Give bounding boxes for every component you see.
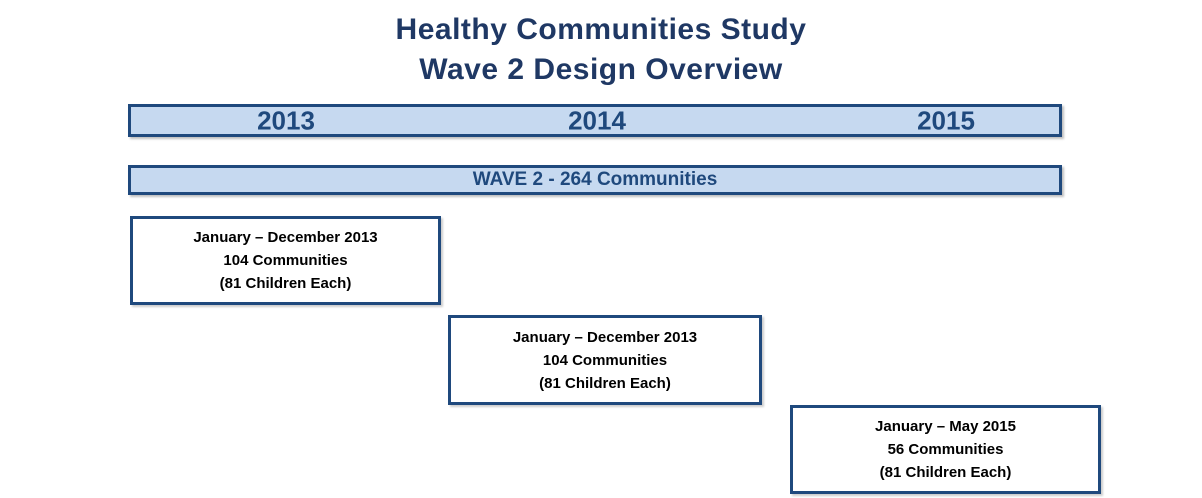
children-label: (81 Children Each) — [219, 275, 352, 292]
study-period-box-2014 — [448, 315, 762, 405]
communities-label: 56 Communities — [887, 441, 1004, 458]
study-period-box-2015 — [790, 405, 1101, 494]
page-title-line2: Wave 2 Design Overview — [419, 53, 783, 86]
year-label-2014: 2014 — [568, 105, 626, 135]
children-label: (81 Children Each) — [539, 374, 671, 392]
wave2-summary-label: WAVE 2 - 264 Communities — [472, 169, 718, 190]
page-title-line1: Healthy Communities Study — [395, 13, 807, 46]
period-label: January – May 2015 — [875, 418, 1016, 435]
wave2-summary-bar — [128, 165, 1062, 195]
children-label: (81 Children Each) — [879, 464, 1012, 481]
period-label: January – December 2013 — [512, 328, 698, 346]
year-label-2015: 2015 — [917, 105, 975, 135]
timeline-year-bar — [128, 104, 1062, 137]
year-label-2013: 2013 — [257, 105, 315, 135]
period-label: January – December 2013 — [193, 229, 378, 246]
communities-label: 104 Communities — [223, 252, 348, 269]
page-title — [0, 10, 1202, 90]
communities-label: 104 Communities — [542, 351, 668, 369]
study-period-box-2013 — [130, 216, 441, 305]
